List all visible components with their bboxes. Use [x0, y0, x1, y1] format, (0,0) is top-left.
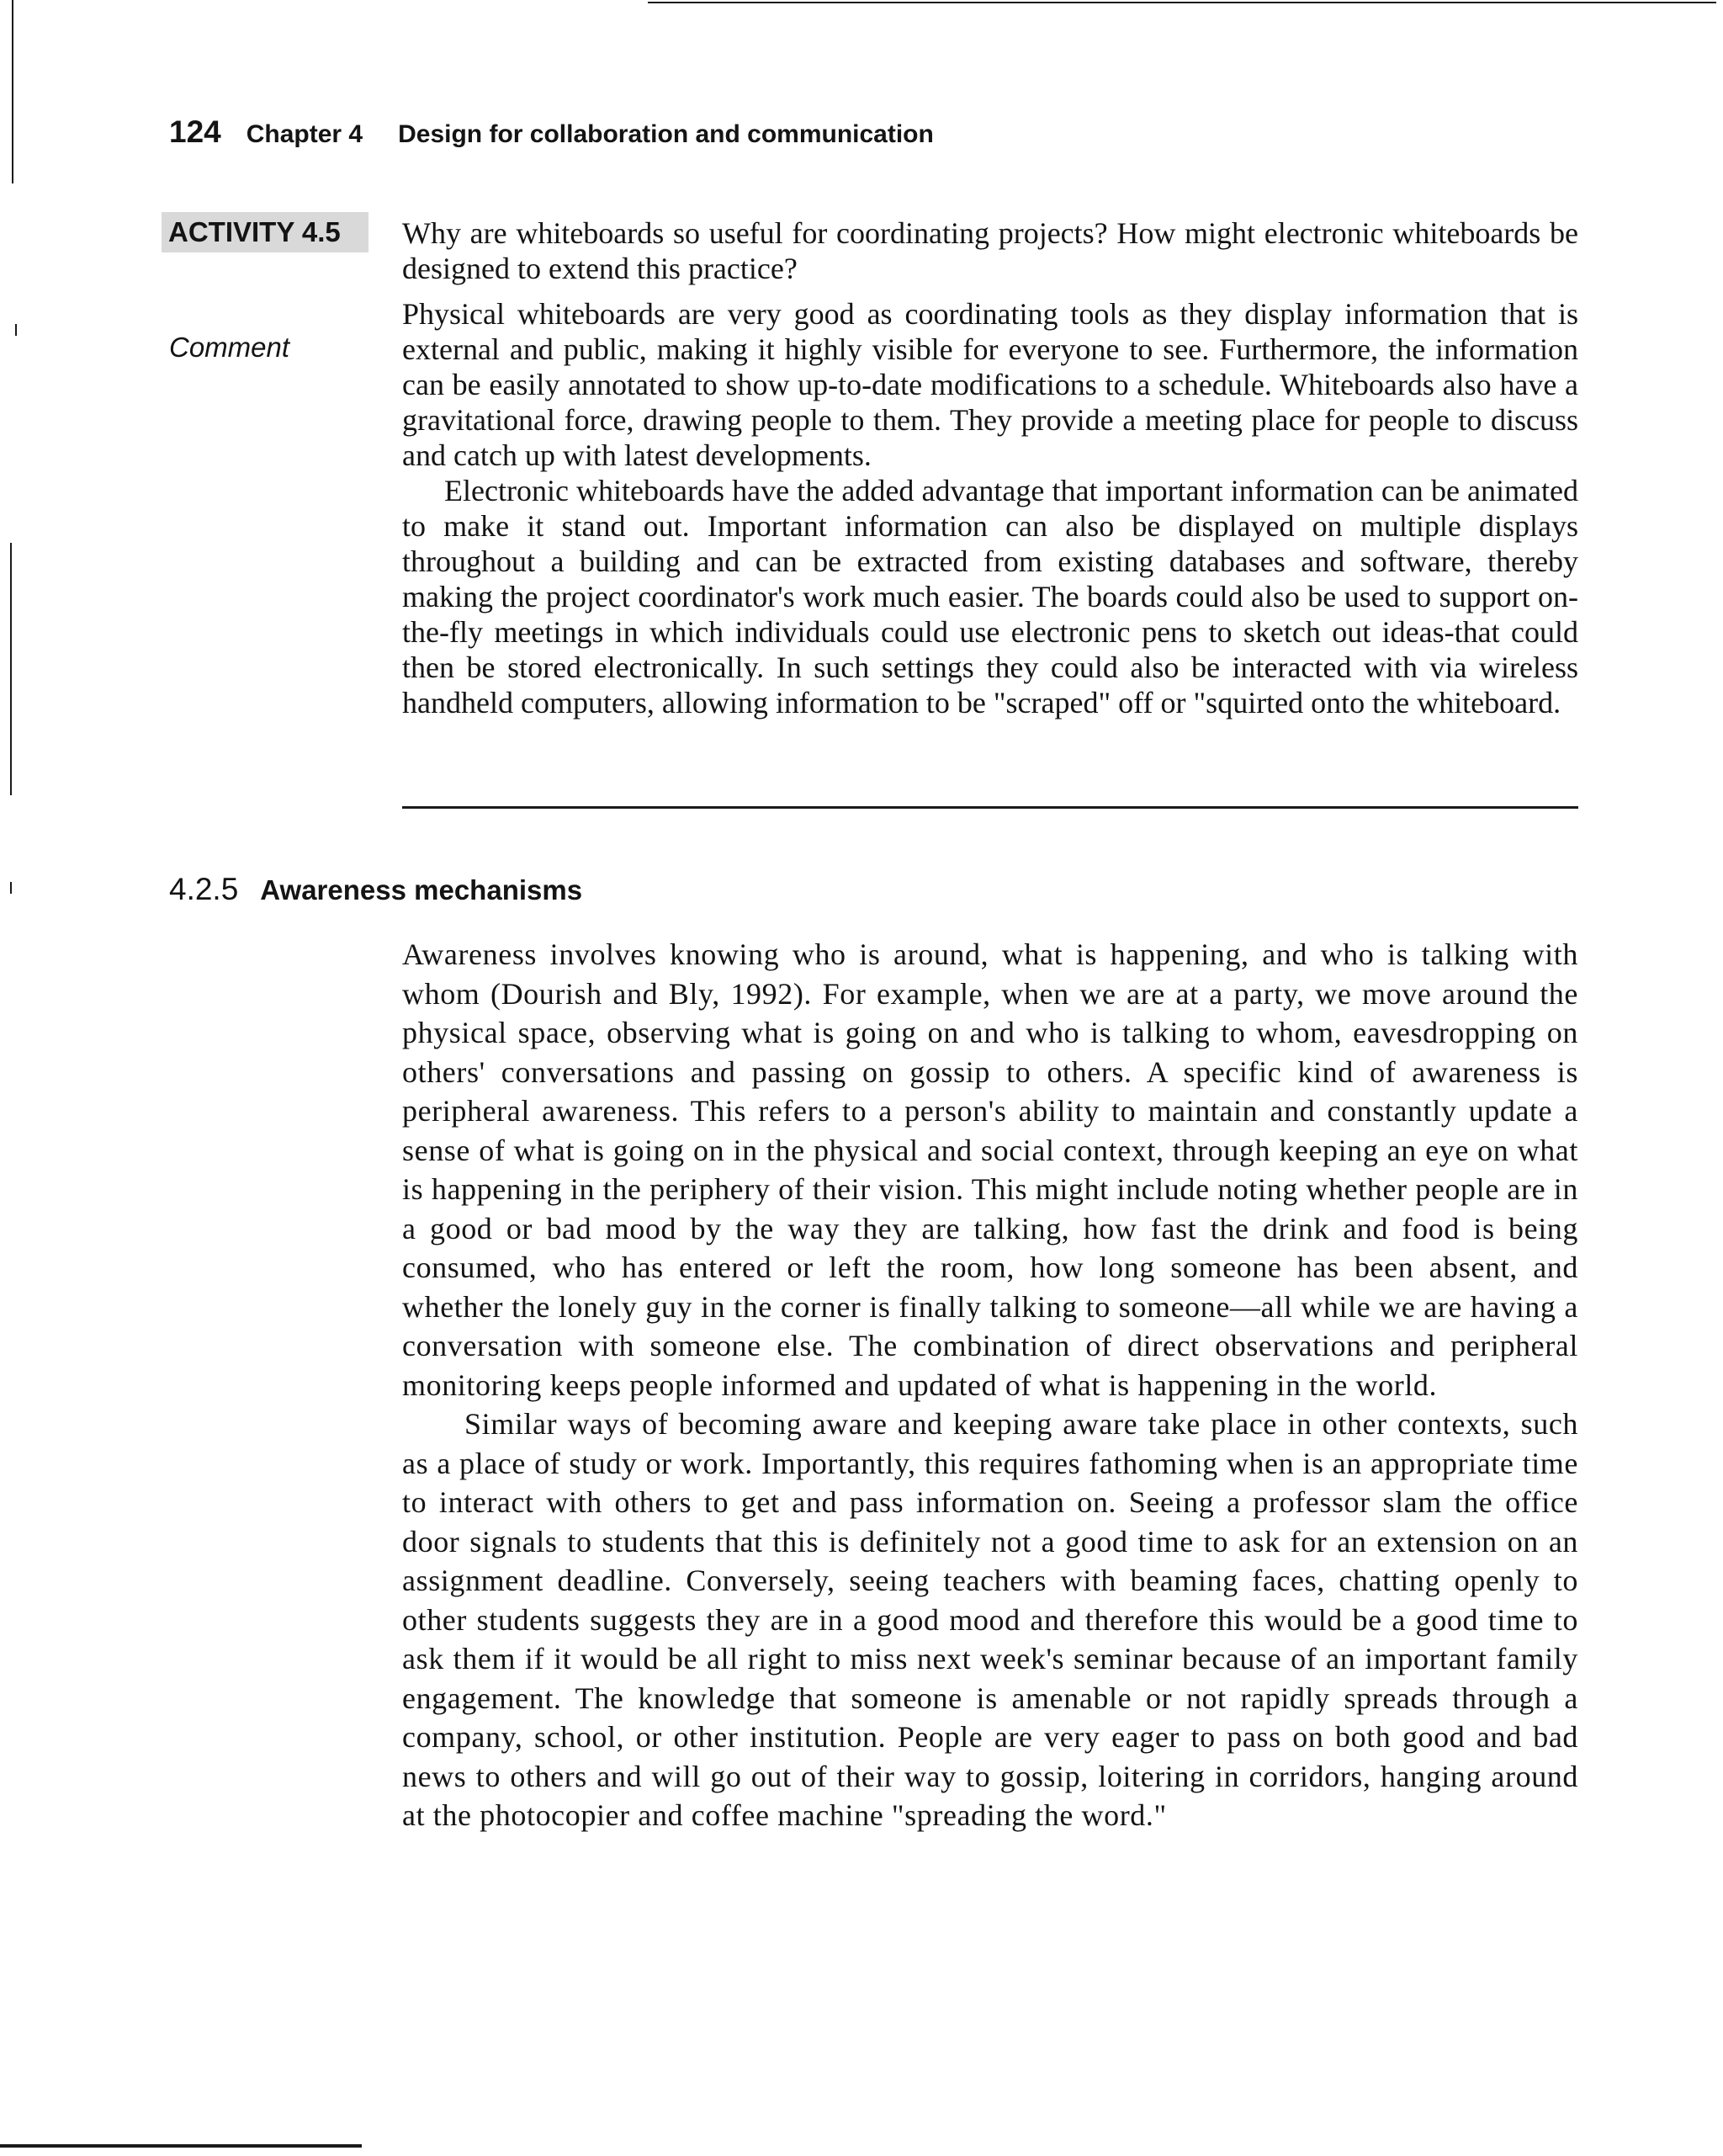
comment-paragraph: Electronic whiteboards have the added advantage that important information can be animated to make it stand out. Important information can also be displayed on multiple displays throughout a building and can be extracted from existing databases and software, thereby making the project coordinator's work much easier. The boards could also be used to support on-the-fly meetings in which individuals could use electronic pens to sketch out ideas-that could then be stored electronically. In such settings they could also be interacted with via wireless handheld computers, allowing information to be "scraped" off or "squirted onto the whiteboard. [402, 474, 1578, 720]
comment-label: Comment [169, 332, 290, 363]
section-number: 4.2.5 [169, 872, 239, 906]
section-heading [169, 872, 582, 907]
activity-question [402, 215, 1578, 286]
left-margin-mark [10, 543, 12, 795]
section-body [402, 935, 1578, 1835]
left-margin-mark [10, 882, 12, 894]
body-paragraph: Similar ways of becoming aware and keeping aware take place in other contexts, such as a place of study or work. Importantly, this requires fathoming when is an appropriate time to interact with others to get and pass information on. Seeing a professor slam the office door signals to students that this is definitely not a good time to ask for an extension on an assignment deadline. Conversely, seeing teachers with beaming faces, chatting openly to other students suggests they are in a good mood and therefore this would be a good time to ask them if it would be all right to miss next week's seminar because of an important family engagement. The knowledge that someone is amenable or not rapidly spreads through a company, school, or other institution. People are very eager to pass on both good and bad news to others and will go out of their way to gossip, loitering in corridors, hanging around at the photocopier and coffee machine "spreading the word." [402, 1407, 1578, 1832]
top-edge-rule [648, 2, 1716, 3]
running-header [169, 114, 934, 150]
chapter-title: Design for collaboration and communication [398, 120, 934, 148]
chapter-label: Chapter 4 [246, 120, 363, 148]
comment-paragraph: Physical whiteboards are very good as coordinating tools as they display information that is external and public, making it highly visible for everyone to see. Furthermore, the information can be easily annotated to show up-to-date modifications to a schedule. Whiteboards also have a gravitational force, drawing people to them. They provide a meeting place for people to discuss and catch up with latest developments. [402, 297, 1578, 472]
page-number: 124 [169, 114, 221, 149]
activity-label: ACTIVITY 4.5 [162, 212, 368, 252]
section-title: Awareness mechanisms [260, 874, 583, 905]
body-paragraph: Awareness involves knowing who is around, what is happening, and who is talking with whom (Dourish and Bly, 1992). For example, when we are at a party, we move around the physical space, observing what is going on and who is talking to whom, eavesdropping on others' conversations and passing on gossip to others. A specific kind of awareness is peripheral awareness. This refers to a person's ability to maintain and constantly update a sense of what is going on in the physical and social context, through keeping an eye on what is happening in the periphery of their vision. This might include noting whether people are in a good or bad mood by the way they are talking, how fast the drink and food is being consumed, who has entered or left the room, how long someone has been absent, and whether the lonely guy in the corner is finally talking to someone—all while we are having a conversation with someone else. The combination of direct observations and peripheral monitoring keeps people informed and updated of what is happening in the world. [402, 937, 1578, 1402]
activity-question-text: Why are whiteboards so useful for coordinating projects? How might electronic whiteboards be designed to extend this practice? [402, 216, 1578, 285]
bottom-edge-rule [0, 2144, 362, 2148]
comment-body [402, 296, 1578, 720]
left-margin-mark [12, 0, 13, 183]
left-margin-mark [15, 324, 17, 336]
activity-end-rule [402, 806, 1578, 809]
